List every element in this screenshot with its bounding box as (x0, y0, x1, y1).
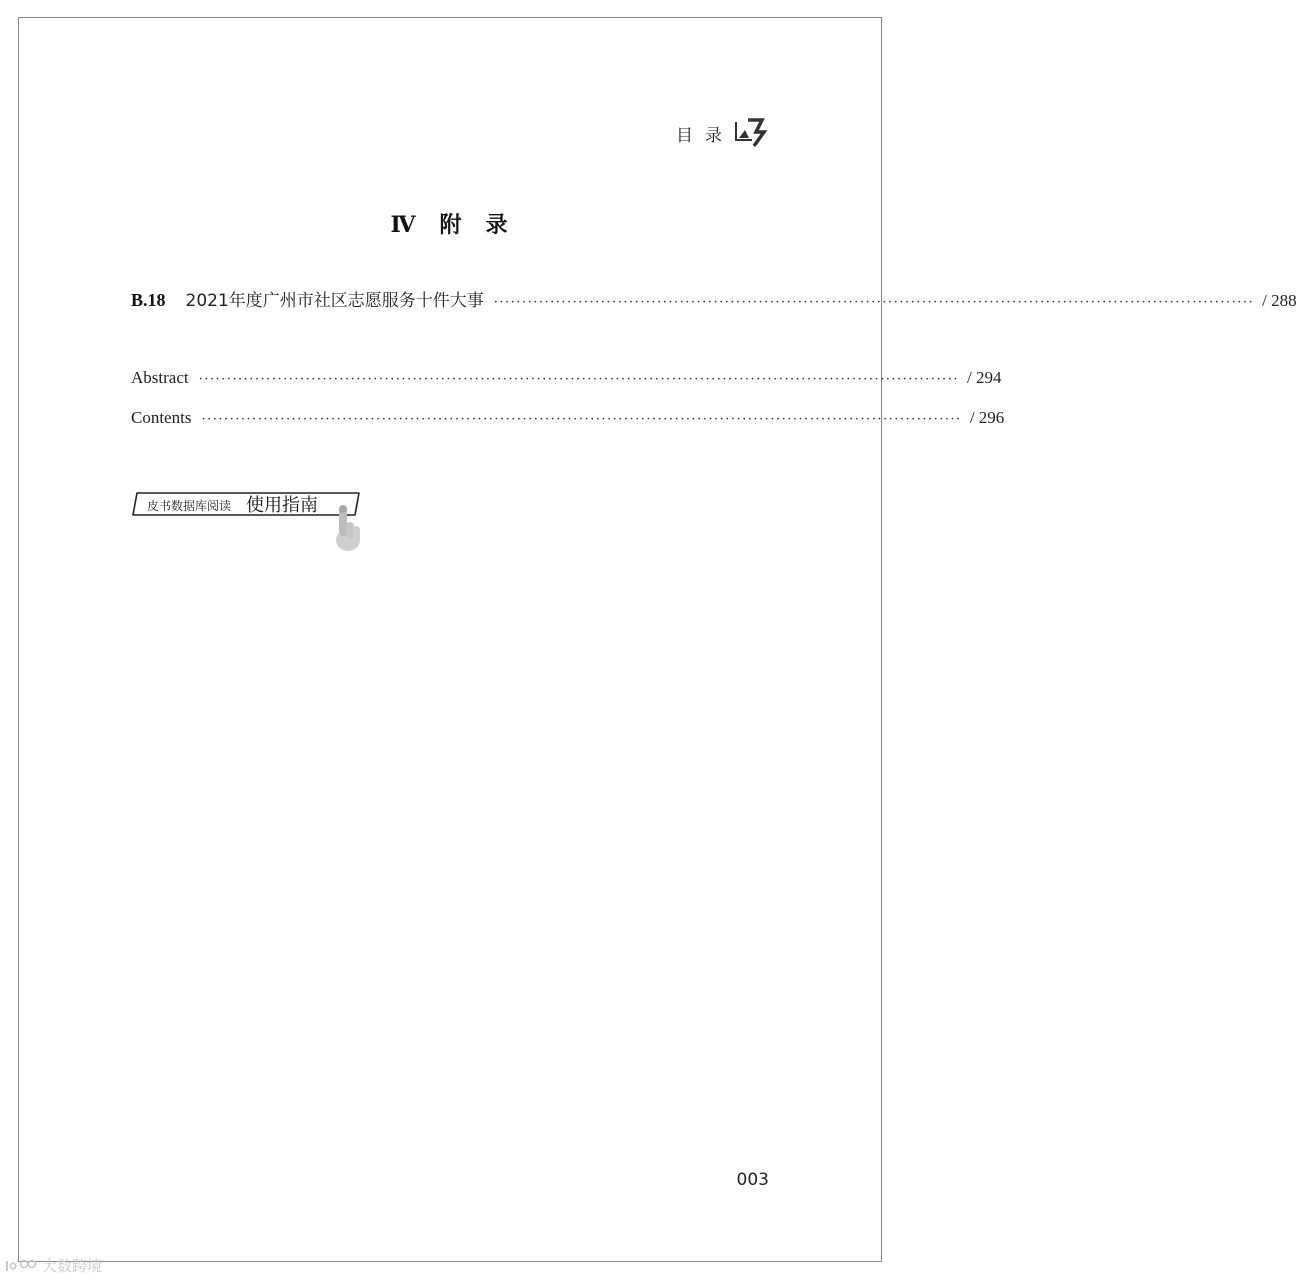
section-numeral: Ⅳ (390, 212, 418, 238)
guide-small-text: 皮书数据库阅读 (147, 499, 232, 513)
toc-entry-title: Abstract (131, 368, 189, 387)
toc-entry-contents[interactable] (131, 408, 1005, 428)
section-title-char-2: 录 (485, 212, 510, 238)
toc-entry-page: / 296 (969, 408, 1005, 427)
toc-entry-page: / 294 (966, 368, 1002, 387)
toc-entry-title: 2021年度广州市社区志愿服务十件大事 (185, 291, 484, 311)
database-guide-button[interactable] (131, 490, 361, 518)
toc-entry-title: Contents (131, 408, 192, 427)
running-header (676, 118, 770, 148)
toc-leader-dots: ······································································································································· (198, 372, 959, 387)
toc-entry-b18[interactable] (131, 286, 1297, 311)
watermark (4, 1255, 102, 1276)
toc-entry-abstract[interactable] (131, 368, 1002, 388)
guide-big-text: 使用指南 (246, 495, 318, 516)
book-corner-icon (732, 118, 770, 148)
toc-entry-page: / 288 (1262, 291, 1297, 310)
page-frame (18, 17, 882, 1262)
toc-entry-code: B.18 (131, 290, 166, 310)
running-header-title: 目录 (676, 125, 734, 146)
section-title (0, 208, 900, 239)
toc-leader-dots: ······································································································································· (201, 412, 962, 427)
page-number: 003 (736, 1170, 769, 1190)
section-title-char-1: 附 (439, 212, 464, 238)
watermark-text: 大数跨境 (42, 1257, 103, 1275)
watermark-logo-icon (4, 1258, 38, 1274)
pointing-hand-icon (330, 500, 364, 554)
toc-leader-dots: ······································································································································· (493, 295, 1255, 310)
